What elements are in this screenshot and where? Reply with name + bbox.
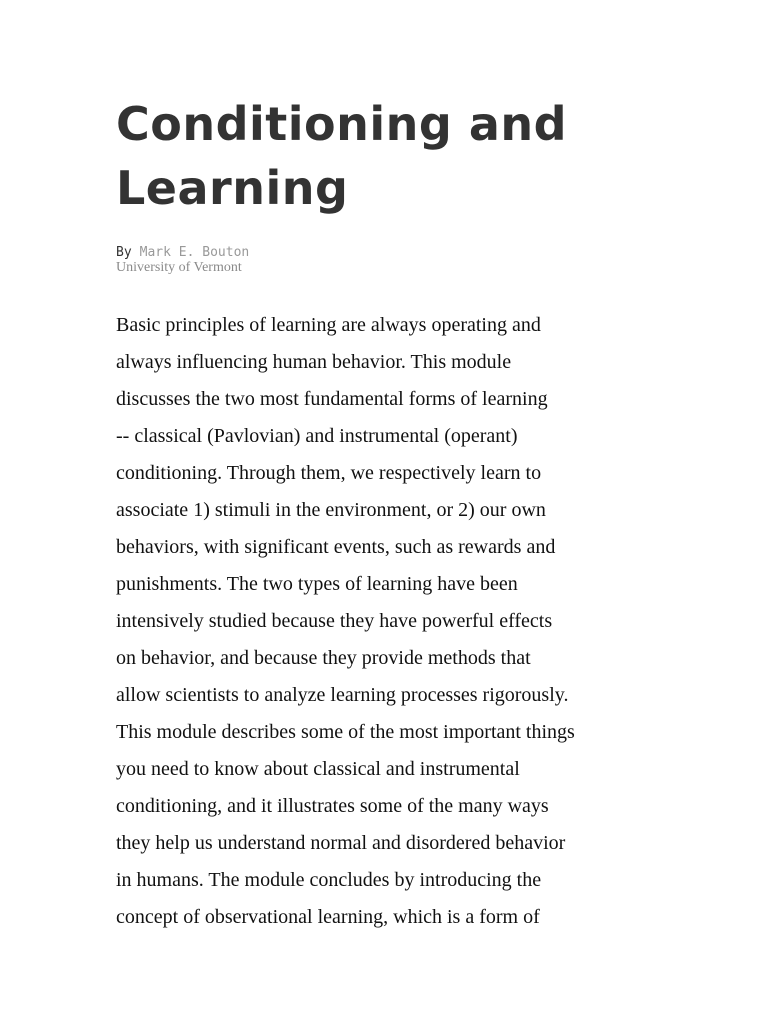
by-label: By	[116, 245, 132, 260]
abstract-line: in humans. The module concludes by introducing the	[116, 869, 542, 891]
abstract-line: always influencing human behavior. This module	[116, 351, 512, 373]
abstract-line: Basic principles of learning are always operating and	[116, 314, 541, 336]
title-line: Conditioning and	[116, 97, 568, 151]
abstract-line: -- classical (Pavlovian) and instrumental (operant)	[116, 425, 518, 447]
abstract-line: conditioning. Through them, we respectively learn to	[116, 462, 542, 484]
abstract-line: allow scientists to analyze learning processes rigorously.	[116, 684, 569, 706]
author-link[interactable]: Mark E. Bouton	[139, 245, 250, 260]
abstract-line: conditioning, and it illustrates some of the many ways	[116, 795, 549, 817]
abstract-line: on behavior, and because they provide methods that	[116, 647, 531, 669]
abstract-line: you need to know about classical and instrumental	[116, 758, 520, 780]
abstract-line: This module describes some of the most important things	[116, 721, 575, 743]
abstract-line: punishments. The two types of learning have been	[116, 573, 518, 595]
abstract-line: they help us understand normal and disordered behavior	[116, 832, 566, 854]
abstract-line: concept of observational learning, which is a form of	[116, 906, 540, 928]
abstract-line: discusses the two most fundamental forms of learning	[116, 388, 548, 410]
abstract-line: intensively studied because they have powerful effects	[116, 610, 553, 632]
article-title	[116, 92, 716, 220]
byline	[116, 244, 249, 275]
abstract-paragraph	[116, 307, 656, 936]
author-affiliation: University of Vermont	[116, 260, 242, 275]
title-line: Learning	[116, 161, 349, 215]
abstract-line: associate 1) stimuli in the environment, or 2) our own	[116, 499, 546, 521]
abstract-line: behaviors, with significant events, such as rewards and	[116, 536, 556, 558]
